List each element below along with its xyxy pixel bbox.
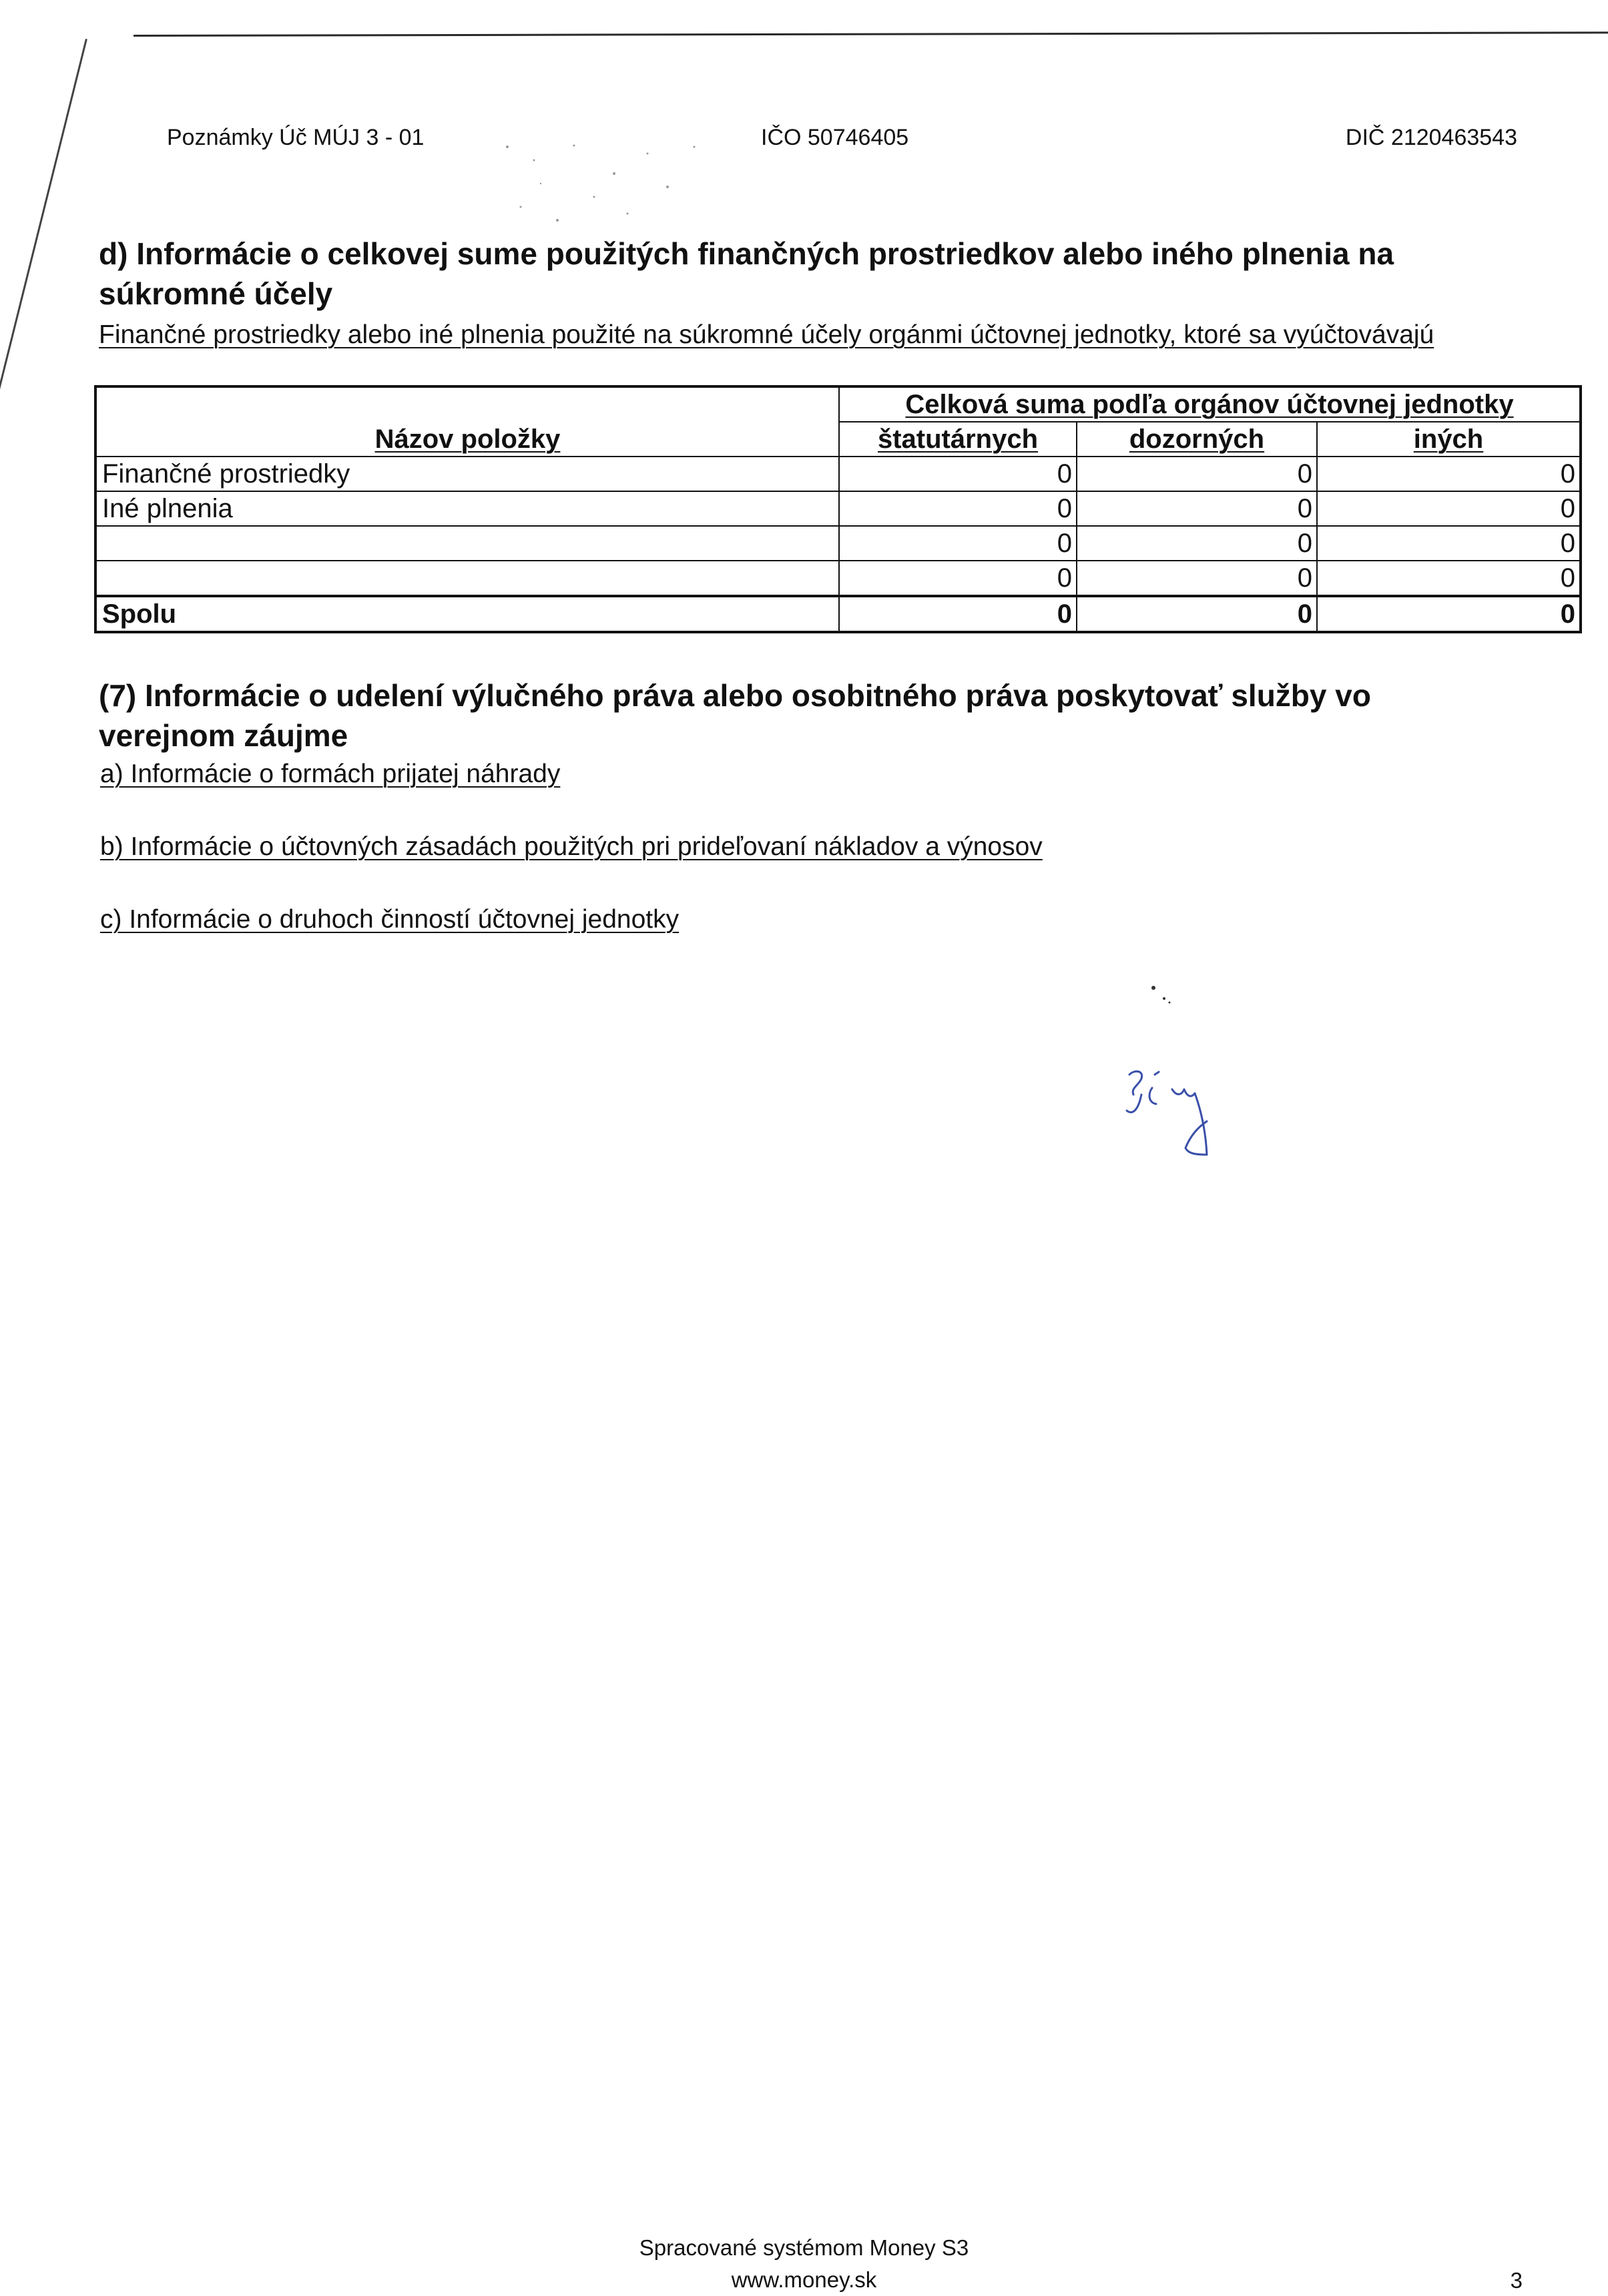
cell-statutory: 0 [839,457,1077,491]
col-header-statutory: štatutárnych [839,422,1077,457]
signature [1121,1055,1242,1168]
total-statutory: 0 [839,596,1077,632]
section-7-title: (7) Informácie o udelení výlučného práva alebo osobitného práva poskytovať služby vo verejnom záujme [99,678,1371,753]
row-label: Finančné prostriedky [95,457,839,491]
section-7-item-c: c) Informácie o druhoch činností účtovnej jednotky [100,905,680,934]
table-row [95,491,1581,526]
header-notes-label: Poznámky Úč MÚJ 3 - 01 [167,125,425,150]
cell-other: 0 [1317,561,1581,596]
scan-edge-top [133,31,1608,37]
cell-other: 0 [1317,457,1581,491]
col-header-other: iných [1317,422,1581,457]
page-footer [0,2232,1608,2296]
footer-website: www.money.sk [731,2267,877,2292]
header-ico: IČO 50746405 [761,125,909,150]
footer-software: Spracované systémom Money S3 [639,2235,969,2260]
table-header-row-1 [95,386,1581,422]
row-label [95,526,839,561]
cell-other: 0 [1317,526,1581,561]
col-header-supervisory: dozorných [1077,422,1317,457]
cell-other: 0 [1317,491,1581,526]
section-7-item-b: b) Informácie o účtovných zásadách použitých pri prideľovaní nákladov a výnosov [100,832,1043,861]
cell-statutory: 0 [839,491,1077,526]
row-label: Iné plnenia [95,491,839,526]
table-row [95,457,1581,491]
cell-supervisory: 0 [1077,457,1317,491]
cell-supervisory: 0 [1077,526,1317,561]
item-name-header: Názov položky [95,386,839,457]
cell-supervisory: 0 [1077,491,1317,526]
table-row [95,526,1581,561]
total-supervisory: 0 [1077,596,1317,632]
page-header [0,117,1608,158]
group-header: Celková suma podľa orgánov účtovnej jednotky [839,386,1581,422]
total-other: 0 [1317,596,1581,632]
page-number: 3 [1510,2268,1523,2293]
scan-edge-left [0,39,87,402]
section-d-title: d) Informácie o celkovej sume použitých finančných prostriedkov alebo iného plnenia na súkromné účely [99,236,1394,311]
row-label [95,561,839,596]
total-label: Spolu [95,596,839,632]
private-use-table [94,385,1582,633]
header-dic: DIČ 2120463543 [1345,125,1517,150]
ink-dots [1148,981,1175,1008]
cell-statutory: 0 [839,526,1077,561]
section-7-item-a: a) Informácie o formách prijatej náhrady [100,760,561,788]
section-d-subtitle: Finančné prostriedky alebo iné plnenia použité na súkromné účely orgánmi účtovnej jednotky, ktoré sa vyúčtovávajú [99,320,1434,349]
cell-statutory: 0 [839,561,1077,596]
table-total-row [95,596,1581,632]
cell-supervisory: 0 [1077,561,1317,596]
table-row [95,561,1581,596]
